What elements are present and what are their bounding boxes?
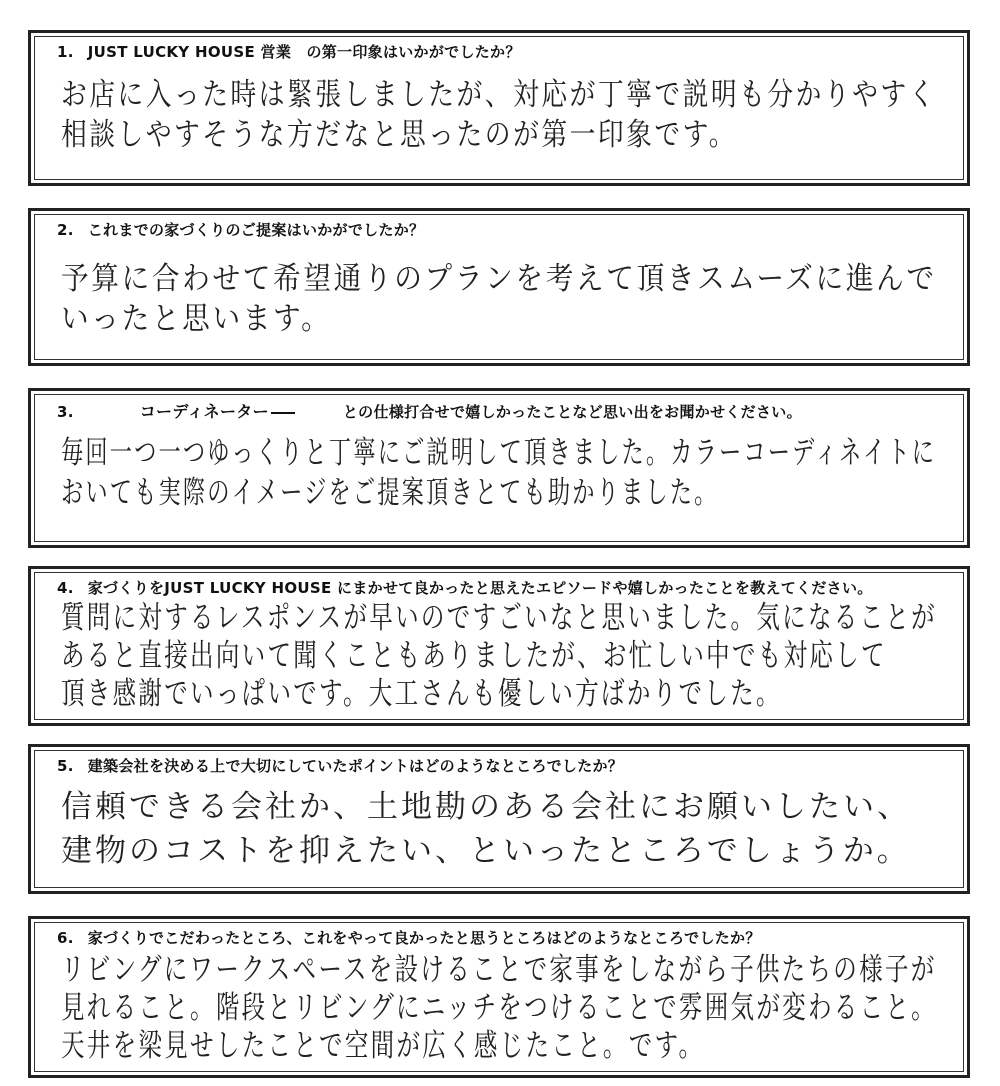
- section-1-answer-line-2: 相談しやすそうな方だなと思ったのが第一印象です。: [61, 117, 738, 153]
- section-6-question-text: 家づくりでこだわったところ、これをやって良かったと思うところはどのようなところでしたか？: [87, 929, 761, 947]
- section-6-answer: [61, 951, 1000, 1065]
- section-1-number: 1.: [57, 43, 74, 61]
- section-2-box: [28, 208, 970, 366]
- section-5-question: [57, 755, 623, 776]
- section-4-box: [28, 566, 970, 726]
- section-5-box: [28, 744, 970, 894]
- section-2-question-text: これまでの家づくりのご提案はいかがでしたか？: [87, 221, 425, 239]
- section-5-number: 5.: [57, 757, 74, 775]
- section-1-answer: [61, 75, 1000, 155]
- section-4-answer-line-2: あると直接出向いて聞くこともありましたが、お忙しい中でも対応して: [61, 638, 887, 674]
- section-4-answer-line-3: 頂き感謝でいっぱいです。大工さんも優しい方ばかりでした。: [61, 676, 782, 712]
- section-4-answer-line-1: 質問に対するレスポンスが早いのですごいなと思いました。気になることが: [61, 600, 937, 636]
- section-2-question: [57, 219, 424, 240]
- section-4-answer: [61, 599, 1000, 713]
- section-6-box: [28, 916, 970, 1078]
- section-5-answer: [61, 785, 911, 873]
- section-3-answer: [61, 433, 1000, 513]
- section-1-question: [57, 41, 521, 62]
- section-3-question-text: との仕様打合せで嬉しかったことなど思い出をお聞かせください。: [342, 403, 802, 421]
- section-3-box: [28, 388, 970, 548]
- section-1-answer-line-1: お店に入った時は緊張しましたが、対応が丁寧で説明も分かりやすく: [61, 77, 937, 113]
- section-3-number: 3.: [57, 403, 74, 421]
- section-3-role: コーディネーター: [139, 402, 269, 421]
- section-6-answer-line-1: リビングにワークスペースを設けることで家事をしながら子供たちの様子が: [61, 952, 937, 988]
- section-3-answer-line-2: おいても実際のイメージをご提案頂きとても助かりました。: [61, 475, 719, 511]
- section-4-question-text: 家づくりをJUST LUCKY HOUSE にまかせて良かったと思えたエピソードや嬉しかったことを教えてください。: [87, 579, 873, 597]
- section-2-answer-line-2: いったと思います。: [61, 301, 332, 337]
- section-6-number: 6.: [57, 929, 74, 947]
- section-6-question: [57, 927, 761, 948]
- section-3-answer-line-1: 毎回一つ一つゆっくりと丁寧にご説明して頂きました。カラーコーディネイトに: [61, 435, 937, 471]
- section-5-answer-line-1: 信頼できる会社か、土地勘のある会社にお願いしたい、: [61, 789, 911, 825]
- section-2-answer-line-1: 予算に合わせて希望通りのプランを考えて頂きスムーズに進んで: [61, 261, 937, 297]
- section-4-question: [57, 577, 873, 598]
- section-2-number: 2.: [57, 221, 74, 239]
- section-1-question-text: JUST LUCKY HOUSE 営業 の第一印象はいかがでしたか？: [87, 43, 521, 61]
- section-1-box: [28, 30, 970, 186]
- section-6-answer-line-3: 天井を梁見せしたことで空間が広く感じたこと。です。: [61, 1028, 705, 1064]
- section-5-answer-line-2: 建物のコストを抑えたい、といったところでしょうか。: [61, 833, 911, 869]
- section-6-answer-line-2: 見れること。階段とリビングにニッチをつけることで雰囲気が変わること。: [61, 990, 937, 1026]
- section-2-answer: [61, 259, 1000, 339]
- section-5-question-text: 建築会社を決める上で大切にしていたポイントはどのようなところでしたか？: [87, 757, 624, 775]
- section-4-number: 4.: [57, 579, 74, 597]
- section-3-question: [57, 399, 802, 422]
- section-3-role-line: [271, 412, 295, 414]
